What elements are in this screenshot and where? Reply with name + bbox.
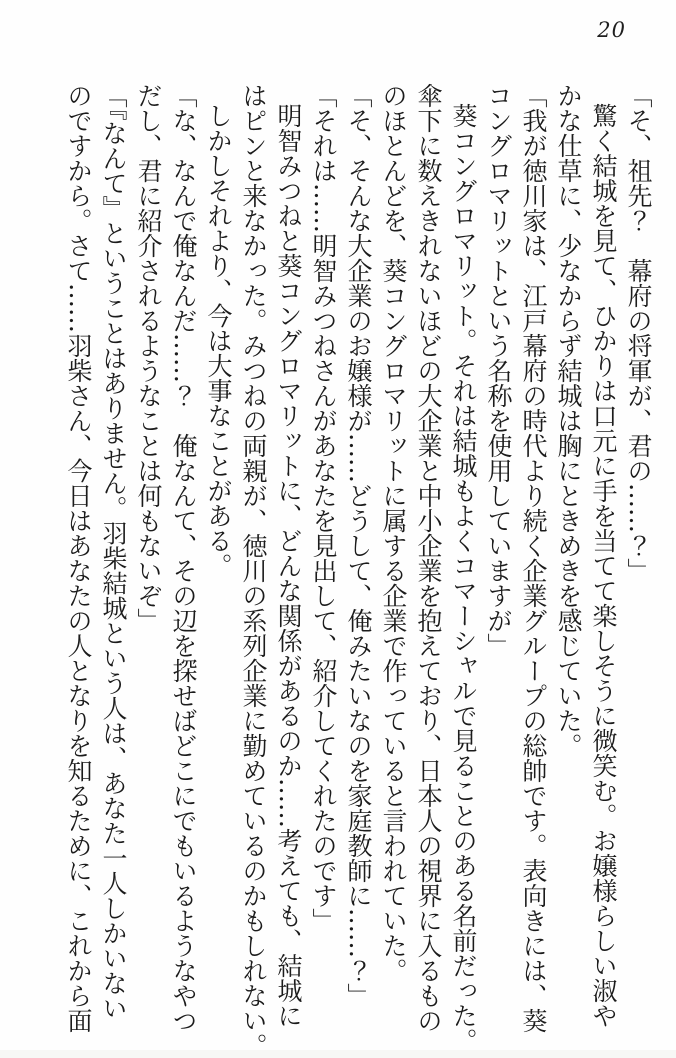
text-column: 「な、なんで俺なんだ……？ 俺なんて、その辺を探せばどこにでもいるようなやつ <box>169 83 198 1033</box>
text-column: だし、君に紹介されるようなことは何もないぞ」 <box>134 83 163 633</box>
text-column: 傘下に数えきれないほどの大企業と中小企業を抱えており、日本人の視界に入るもの <box>414 83 443 1033</box>
text-column: はピンと来なかった。みつねの両親が、徳川の系列企業に勤めているのかもしれない。 <box>239 83 268 1058</box>
text-column: 明智みつねと葵コングロマリットに、どんな関係があるのか……考えても、結城に <box>274 103 303 1028</box>
text-column: 「そ、そんな大企業のお嬢様が……どうして、俺みたいなのを家庭教師に……？」 <box>344 83 373 1008</box>
text-column: 「そ、祖先？ 幕府の将軍が、君の……？」 <box>624 83 653 583</box>
text-column: 「『なんて』ということはありません。羽柴結城という人は、あなた一人しかいない <box>99 83 128 1021</box>
text-column: 驚く結城を見て、ひかりは口元に手を当てて楽しそうに微笑む。お嬢様らしい淑や <box>589 103 618 1028</box>
text-area <box>61 83 656 1058</box>
text-column: のほとんどを、葵コングロマリットに属する企業で作っていると言われていた。 <box>379 83 408 983</box>
text-column: のですから。さて……羽柴さん、今日はあなたの人となりを知るために、これから面 <box>64 83 93 1033</box>
page-number: 20 <box>597 18 626 42</box>
text-column: しかしそれより、今は大事なことがある。 <box>204 103 233 578</box>
text-column: かな仕草に、少なからず結城は胸にときめきを感じていた。 <box>554 83 583 758</box>
text-column: コングロマリットという名称を使用していますが」 <box>484 83 513 658</box>
text-column: 「それは……明智みつねさんがあなたを見出して、紹介してくれたのです」 <box>309 83 338 933</box>
text-column: 「我が徳川家は、江戸幕府の時代より続く企業グループの総帥です。表向きには、葵 <box>519 83 548 1033</box>
text-column: 葵コングロマリット。それは結城もよくコマーシャルで見ることのある名前だった。 <box>449 103 478 1053</box>
